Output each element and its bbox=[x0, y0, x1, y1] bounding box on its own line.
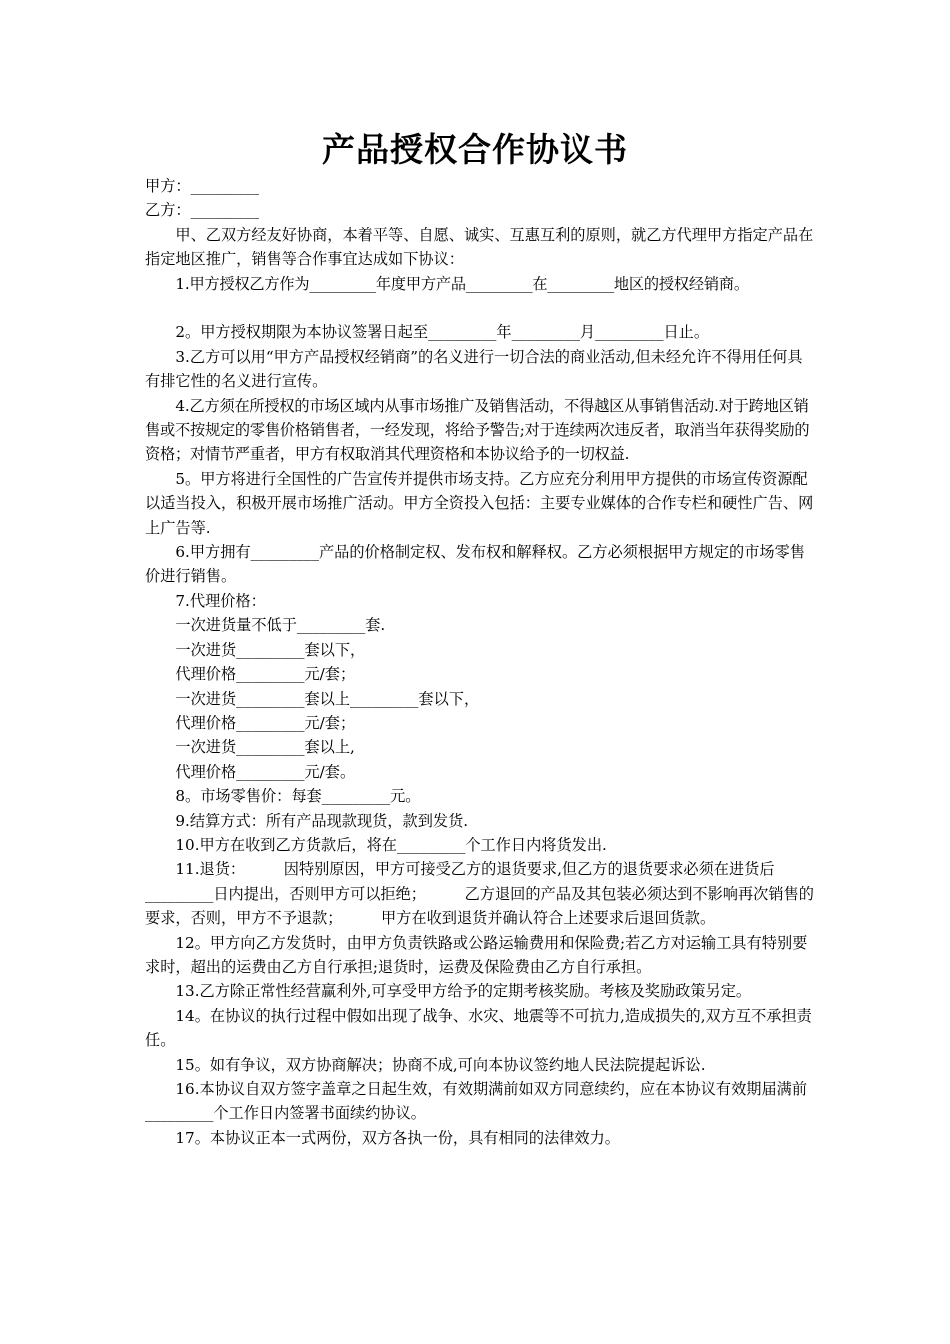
clause-15: 15。如有争议，双方协商解决；协商不成,可向本协议签约地人民法院提起诉讼. bbox=[175, 1055, 706, 1074]
clause-9: 9.结算方式：所有产品现款现货，款到发货. bbox=[175, 811, 469, 830]
clause-8: 8。市场零售价：每套_________元。 bbox=[175, 787, 421, 806]
party-a-line: 甲方：_________ bbox=[145, 177, 259, 195]
price-line: 一次进货_________套以下， bbox=[175, 640, 366, 659]
document-title: 产品授权合作协议书 bbox=[322, 130, 628, 169]
price-line: 一次进货_________套以上_________套以下， bbox=[175, 689, 480, 708]
clause-17: 17。本协议正本一式两份，双方各执一份，具有相同的法律效力。 bbox=[175, 1128, 620, 1147]
clause-3: 3.乙方可以用“甲方产品授权经销商”的名义进行一切合法的商业活动,但未经允许不得用任何具有排它性的名义进行宣传。 bbox=[145, 347, 803, 391]
party-b-line: 乙方：_________ bbox=[145, 201, 259, 220]
clause-12: 12。甲方向乙方发货时，由甲方负责铁路或公路运输费用和保险费;若乙方对运输工具有特别要求时，超出的运费由乙方自行承担;退货时，运费及保险费由乙方自行承担。 bbox=[145, 933, 808, 976]
intro-paragraph: 甲、乙双方经友好协商，本着平等、自愿、诚实、互惠互利的原则，就乙方代理甲方指定产品在指定地区推广，销售等合作事宜达成如下协议： bbox=[145, 225, 814, 269]
clause-2: 2。甲方授权期限为本协议签署日起至_________年_________月_________日止。 bbox=[175, 323, 710, 342]
price-line: 一次进货量不低于_________套. bbox=[175, 616, 386, 635]
clause-7: 7.代理价格： bbox=[175, 591, 266, 610]
document-body bbox=[145, 174, 815, 1150]
clause-4: 4.乙方须在所授权的市场区域内从事市场推广及销售活动，不得越区从事销售活动.对于跨地区销售或不按规定的零售价格销售者，一经发现，将给予警告;对于连续两次违反者，取消当年获得奖励的资格；对情节严重者，甲方有权取消其代理资格和本协议给予的一切权益. bbox=[145, 396, 810, 464]
clause-6: 6.甲方拥有_________产品的价格制定权、发布权和解释权。乙方必须根据甲方规定的市场零售价进行销售。 bbox=[145, 543, 805, 586]
price-line: 代理价格_________元/套。 bbox=[175, 762, 356, 781]
clause-13: 13.乙方除正常性经营赢利外,可享受甲方给予的定期考核奖励。考核及奖励政策另定。 bbox=[175, 982, 752, 1001]
clause-11: 11.退货： 因特别原因，甲方可接受乙方的退货要求,但乙方的退货要求必须在进货后_________日内提出，否则甲方可以拒绝； 乙方退回的产品及其包装必须达到不影响再次销售的要求，否则，甲方不予退款； 甲方在收到退货并确认符合上述要求后退回货款。 bbox=[145, 860, 814, 928]
clause-10: 10.甲方在收到乙方货款后，将在_________个工作日内将货发出. bbox=[175, 835, 607, 854]
clause-1: 1.甲方授权乙方作为_________年度甲方产品_________在_________地区的授权经销商。 bbox=[175, 274, 749, 293]
clause-14: 14。在协议的执行过程中假如出现了战争、水灾、地震等不可抗力,造成损失的,双方互不承担责任。 bbox=[145, 1006, 812, 1050]
price-line: 一次进货_________套以上, bbox=[175, 738, 355, 757]
price-line: 代理价格_________元/套； bbox=[175, 713, 356, 732]
clause-16: 16.本协议自双方签字盖章之日起生效，有效期满前如双方同意续约，应在本协议有效期届满前_________个工作日内签署书面续约协议。 bbox=[145, 1080, 808, 1123]
clause-5: 5。甲方将进行全国性的广告宣传并提供市场支持。乙方应充分利用甲方提供的市场宣传资源配以适当投入，积极开展市场推广活动。甲方全资投入包括：主要专业媒体的合作专栏和硬性广告、网上广告等. bbox=[145, 469, 814, 537]
price-line: 代理价格_________元/套； bbox=[175, 665, 356, 684]
